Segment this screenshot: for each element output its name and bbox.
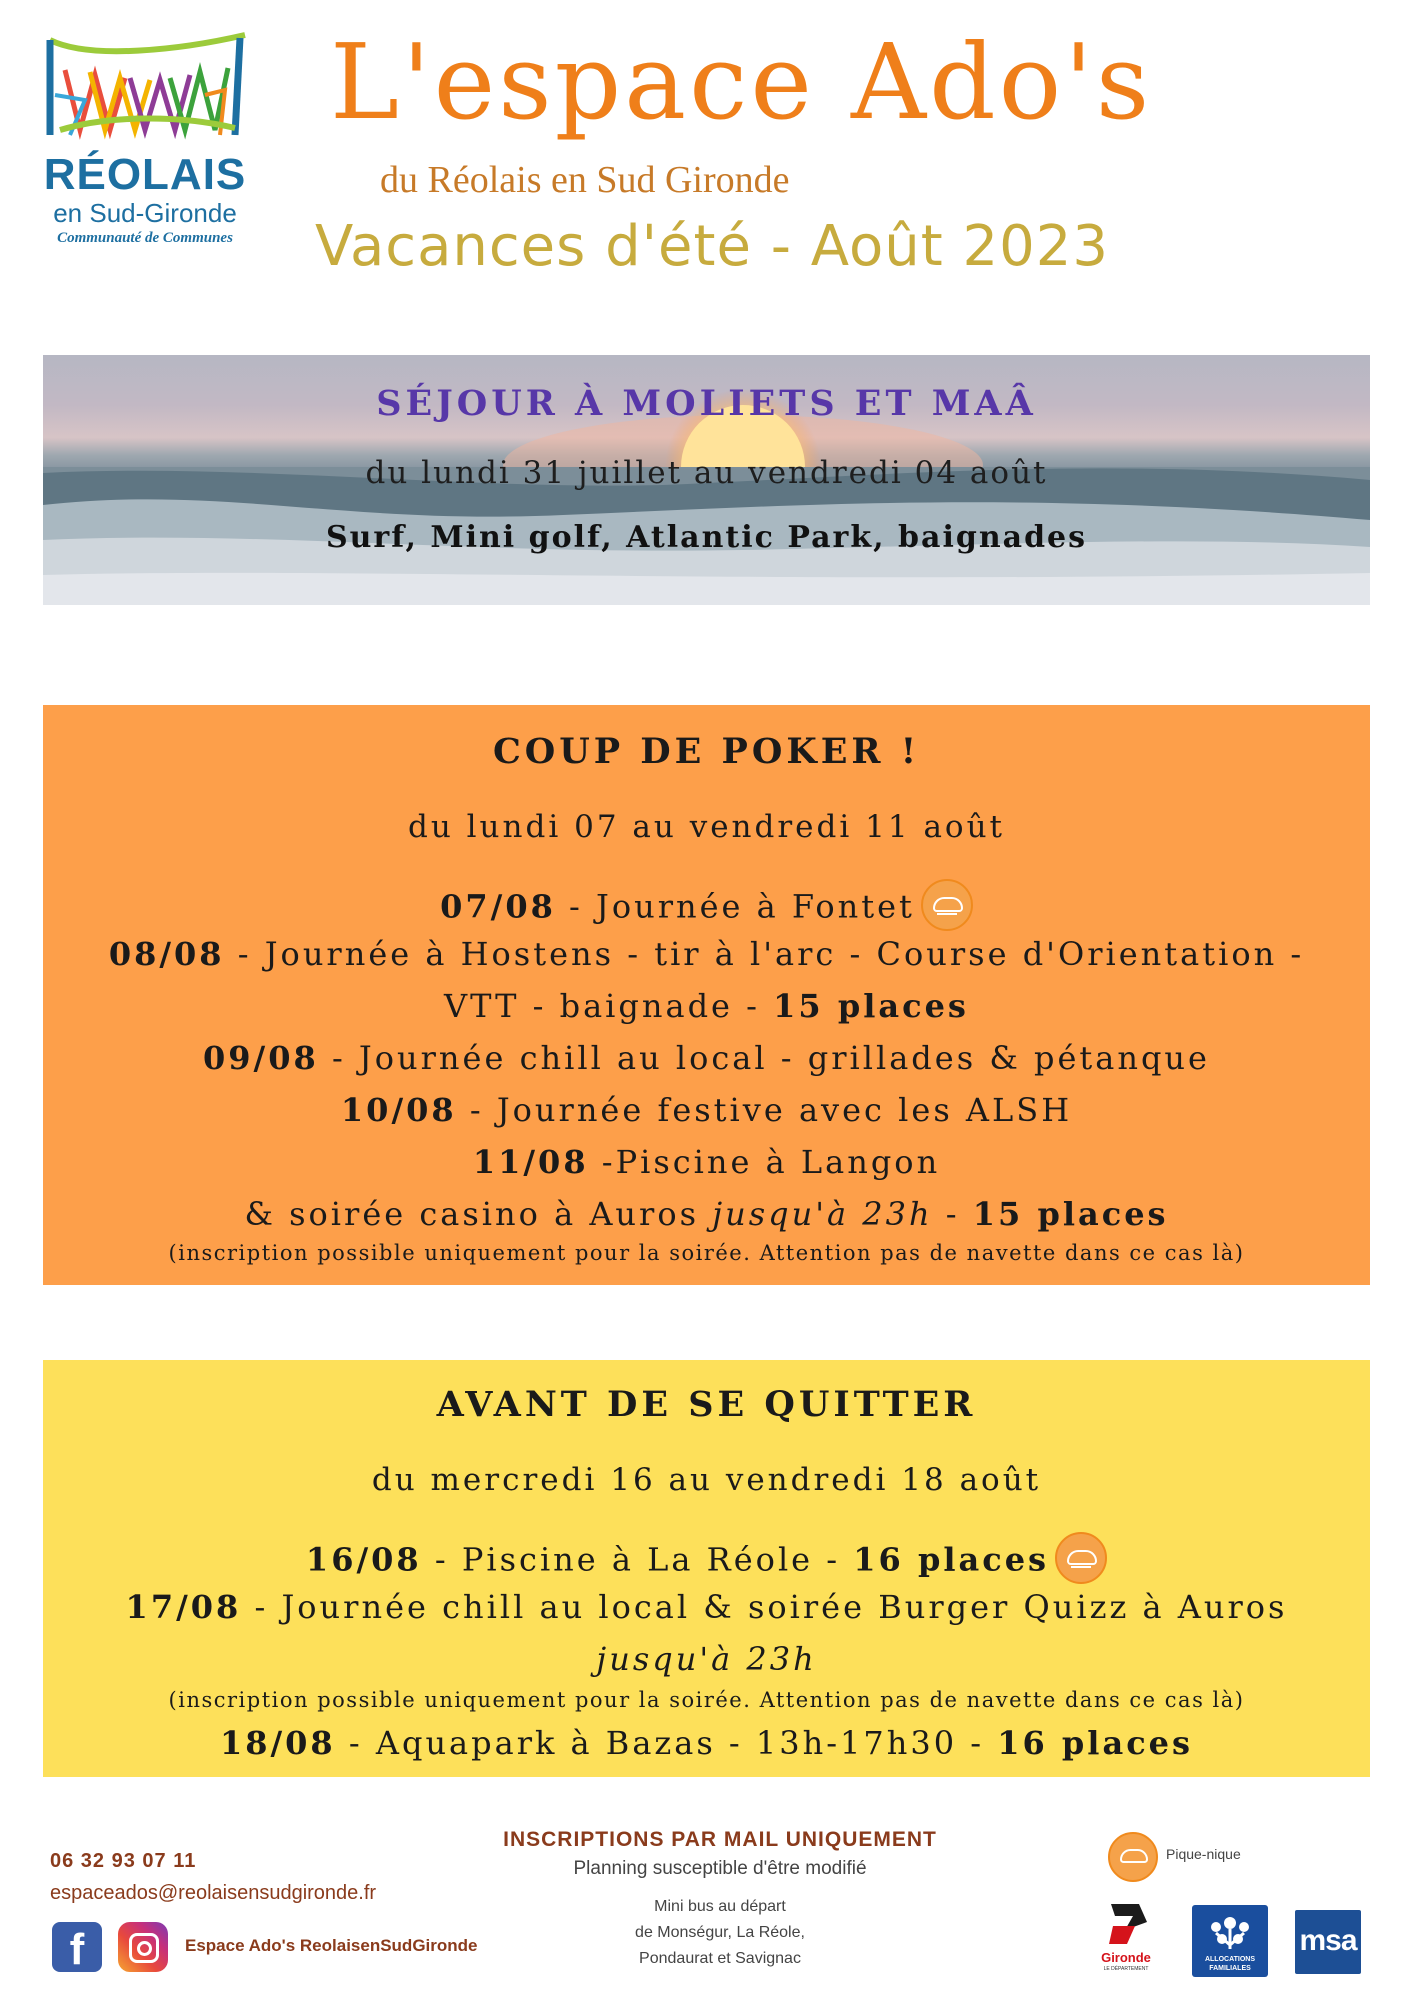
gironde-label: Gironde [1101,1950,1151,1965]
logo-tagline: Communauté de Communes [57,230,233,246]
avant-de-se-quitter-section [43,1360,1370,1777]
poker-day-1108-line2 [43,1195,1370,1233]
picnic-legend-label: Pique-nique [1166,1846,1241,1862]
sejour-section [43,355,1370,605]
quitter-day-1608 [43,1536,1370,1588]
caf-mark-icon [1192,1905,1268,1955]
minibus-info-line: Pondaurat et Savignac [639,1950,801,1967]
sejour-dates: du lundi 31 juillet au vendredi 04 août [365,455,1048,491]
caf-label: ALLOCATIONS FAMILIALES [1204,1956,1256,1972]
msa-label: msa [1299,1924,1357,1957]
gironde-logo [1095,1900,1157,1975]
coup-de-poker-section [43,705,1370,1285]
picnic-icon [1055,1532,1107,1584]
reolais-logo [30,30,260,255]
picnic-icon [1108,1832,1158,1882]
instagram-icon[interactable] [118,1922,168,1972]
caf-logo [1192,1905,1268,1977]
poker-note: (inscription possible uniquement pour la soirée. Attention pas de navette dans ce cas là) [168,1241,1245,1265]
day-date: 18/08 [219,1724,336,1762]
places-count: 16 places [853,1540,1050,1579]
social-account-name[interactable]: Espace Ado's ReolaisenSudGironde [185,1936,478,1955]
day-text: - Journée à Hostens - tir à l'arc - Course d'Orientation - [224,935,1305,973]
poker-day-1108 [43,1143,1370,1181]
day-text: VTT - baignade - [444,987,774,1025]
quitter-day-1708 [43,1588,1370,1626]
day-text: & soirée casino à Auros [244,1195,713,1233]
poker-day-0708 [43,883,1370,935]
contact-email[interactable]: espaceados@reolaisensudgironde.fr [50,1882,377,1904]
day-text: - [932,1195,973,1233]
inscriptions-notice: INSCRIPTIONS PAR MAIL UNIQUEMENT [503,1828,937,1851]
minibus-info-line: de Monségur, La Réole, [635,1924,805,1941]
day-date: 10/08 [340,1091,457,1129]
day-text: - Journée chill au local - grillades & pétanque [318,1039,1210,1077]
poker-day-1008 [43,1091,1370,1129]
minibus-info-line: Mini bus au départ [654,1898,786,1915]
time-limit: jusqu'à 23h [596,1640,817,1678]
time-limit: jusqu'à 23h [712,1195,933,1233]
period-heading: Vacances d'été - Août 2023 [315,214,1110,279]
places-count: 15 places [773,987,969,1025]
msa-logo [1295,1910,1361,1974]
places-count: 15 places [972,1195,1169,1233]
day-text: - Piscine à La Réole - [421,1540,854,1579]
page-title: L'espace Ado's [330,21,1153,143]
poker-title: COUP DE POKER ! [492,731,921,772]
logo-graphic [30,30,260,150]
logo-name: RÉOLAIS [43,150,247,199]
day-date: 11/08 [472,1143,589,1181]
day-text: - Aquapark à Bazas - 13h-17h30 - [335,1724,998,1762]
sejour-title: SÉJOUR À MOLIETS ET MAÂ [376,383,1037,424]
places-count: 16 places [997,1724,1194,1762]
quitter-day-1808 [43,1724,1370,1762]
logo-subtitle: en Sud-Gironde [53,198,237,228]
sejour-activities: Surf, Mini golf, Atlantic Park, baignades [325,520,1088,555]
quitter-dates: du mercredi 16 au vendredi 18 août [371,1462,1042,1498]
day-text: - Journée festive avec les ALSH [456,1091,1073,1129]
gironde-mark-icon [1095,1900,1157,1950]
day-text: - Journée chill au local & soirée Burger Quizz à Auros [241,1588,1288,1626]
day-date: 16/08 [305,1540,422,1579]
gironde-sublabel: LE DÉPARTEMENT [1103,1966,1149,1972]
planning-notice: Planning susceptible d'être modifié [573,1858,867,1879]
page-subtitle: du Réolais en Sud Gironde [380,159,790,201]
facebook-icon[interactable]: f [52,1922,102,1972]
quitter-title: AVANT DE SE QUITTER [436,1384,977,1425]
quitter-day-1708-line2 [43,1640,1370,1678]
contact-phone[interactable]: 06 32 93 07 11 [50,1850,197,1872]
day-date: 07/08 [440,887,556,926]
day-text: -Piscine à Langon [588,1143,941,1181]
poker-day-0808 [43,935,1370,973]
picnic-icon [921,879,973,931]
poker-day-0908 [43,1039,1370,1077]
poker-dates: du lundi 07 au vendredi 11 août [407,809,1006,845]
quitter-note: (inscription possible uniquement pour la soirée. Attention pas de navette dans ce cas là) [168,1688,1245,1712]
day-date: 08/08 [108,935,225,973]
poker-day-0808-line2 [43,987,1370,1025]
day-date: 17/08 [125,1588,242,1626]
day-date: 09/08 [203,1039,319,1077]
day-text: - Journée à Fontet [555,887,915,926]
